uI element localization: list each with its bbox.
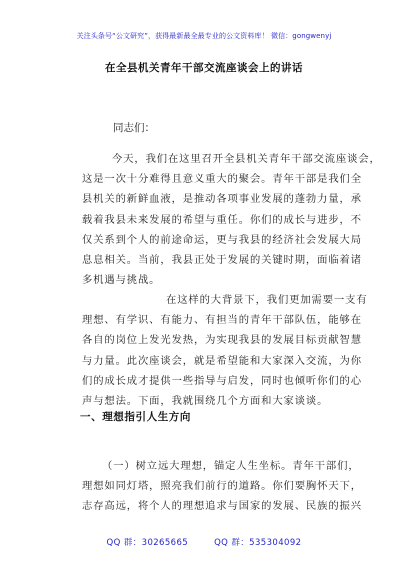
footer-contact — [0, 536, 408, 548]
paragraph-line: 声与想法。下面，我就围绕几个方面和大家谈谈。 — [82, 395, 329, 408]
paragraph-line: 们的成长成才提供一些指导与启发，同时也倾听你们的心 — [82, 374, 362, 387]
paragraph-line: 多机遇与挑战。 — [82, 274, 161, 287]
section-heading: 一、理想指引人生方向 — [80, 411, 191, 423]
paragraph-line: 在这样的大背景下，我们更加需要一支有 — [166, 294, 368, 306]
qq-group-1: QQ 群：30265665 — [106, 538, 189, 548]
paragraph-line: 志存高远，将个人的理想追求与国家的发展、民族的振兴 — [82, 500, 362, 513]
salutation: 同志们： — [113, 122, 155, 134]
qq-group-2: QQ 群：535304092 — [214, 538, 302, 548]
paragraph-line: 载着我县未来发展的希望与重任。你们的成长与进步，不 — [82, 213, 362, 226]
paragraph-1 — [82, 149, 381, 290]
header-notice: 关注头条号“公文研究”，获得最新最全最专业的公文资料库！ 微信：gongwenyj — [76, 32, 332, 40]
paragraph-line: 理想、有学识、有能力、有担当的青年干部队伍，能够在 — [82, 314, 362, 327]
paragraph-3 — [82, 456, 362, 517]
paragraph-line: 这是一次十分难得且意义重大的聚会。青年干部是我们全 — [82, 173, 362, 186]
paragraph-2 — [82, 290, 368, 411]
paragraph-line: 与力量。此次座谈会，就是希望能和大家深入交流，为你 — [82, 354, 362, 367]
paragraph-line: 仅关系到个人的前途命运，更与我县的经济社会发展大局 — [82, 233, 362, 246]
paragraph-line: 息息相关。当前，我县正处于发展的关键时期，面临着诸 — [82, 254, 362, 267]
paragraph-line: 各自的岗位上发光发热，为实现我县的发展目标贡献智慧 — [82, 334, 362, 347]
paragraph-line: （一）树立远大理想，锚定人生坐标。青年干部们， — [102, 460, 360, 472]
paragraph-line: 理想如同灯塔，照亮我们前行的道路。你们要胸怀天下， — [82, 480, 362, 493]
paragraph-line: 今天，我们在这里召开全县机关青年干部交流座谈会， — [112, 153, 381, 165]
document-title: 在全县机关青年干部交流座谈会上的讲话 — [105, 62, 303, 74]
paragraph-line: 县机关的新鲜血液，是推动各项事业发展的蓬勃力量，承 — [82, 193, 362, 206]
